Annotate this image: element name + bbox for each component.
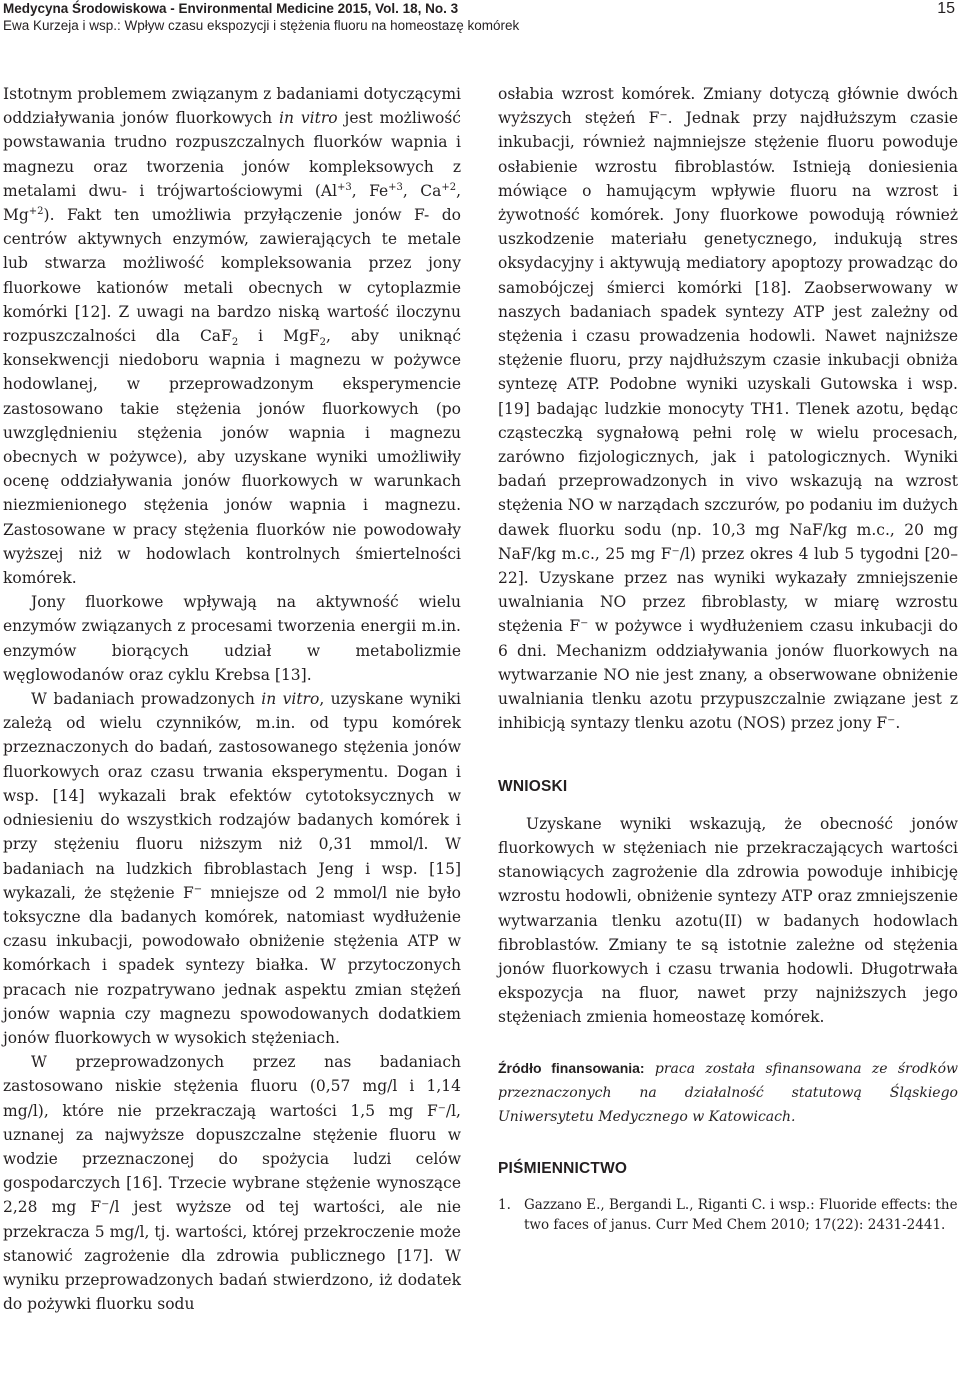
reference-item (498, 1195, 958, 1235)
reference-text: Gazzano E., Bergandi L., Riganti C. i wsp.: Fluoride effects: the two faces of janus. Curr Med Chem 2010; 17(22): 2431-2441. (524, 1196, 958, 1233)
paragraph-in-vitro-studies: W badaniach prowadzonych in vitro, uzyskane wyniki zależą od wielu czynników, m.in. od typu komórek przeznaczonych do badań, zastosowanego stężenia jonów fluorkowych oraz czasu trwania eksperymentu. Dogan i wsp. [14] wykazali brak efektów cytotoksycznych w odniesieniu do wszystkich rodzajów badanych komórek i przy stężeniu fluoru niższym niż 0,31 mmol/l. W badaniach na ludzkich fibroblastach Jeng i wsp. [15] wykazali, że stężenie F− mniejsze od 2 mmol/l nie było toksyczne dla badanych komórek, natomiast wydłużenie czasu inkubacji, powodowało obniżenie stężenia ATP w komórkach i spadek syntezy białka. W przytoczonych pracach nie rozpatrywano jednak aspektu zmian stężeń jonów wapnia czy magnezu spowodowanych dodatkiem jonów fluorkowych w wysokich stężeniach. (3, 690, 461, 1047)
article-running-title: Ewa Kurzeja i wsp.: Wpływ czasu ekspozycji i stężenia fluoru na homeostazę komórek (3, 18, 520, 33)
reference-number: 1. (498, 1196, 511, 1213)
paragraph-enzymes: Jony fluorkowe wpływają na aktywność wielu enzymów związanych z procesami tworzenia energii m.in. enzymów biorących udział w metabolizmie węglowodanów oraz cyklu Krebsa [13]. (3, 593, 461, 684)
paragraph-discussion-continued: osłabia wzrost komórek. Zmiany dotyczą głównie dwóch wyższych stężeń F⁻. Jednak przy najdłuższym czasie inkubacji, również najmniejsze stężenie fluoru powoduje osłabienie wzrostu fibroblastów. Istnieją doniesienia mówiące o hamującym wpływie fluoru na wzrost i żywotność komórek. Jony fluorkowe powodują również uszkodzenie materiału genetycznego, indukują stres oksydacyjny i aktywują mediatory apoptozy prowadząc do samobójczej śmierci komórki [18]. Zaobserwowany w naszych badaniach spadek syntezy ATP jest zależny od stężenia i czasu prowadzenia hodowli. Nawet najniższe stężenie fluoru, przy najdłuższym czasie inkubacji obniża syntezę ATP. Podobne wyniki uzyskali Gutowska i wsp. [19] badając ludzkie monocyty TH1. Tlenek azotu, będąc cząsteczką sygnałową pełni rolę w wielu procesach, zarówno fizjologicznych, jak i patologicznych. Wyniki badań przeprowadzonych in vivo wskazują na wzrost stężenia NO w narządach szczurów, po podaniu im dużych dawek fluorku sodu (np. 10,3 mg NaF/kg m.c., 20 mg NaF/kg m.c., 25 mg F⁻/l) przez okres 4 lub 5 tygodni [20–22]. Uzyskane przez nas wyniki wykazały zmniejszenie uwalniania NO przez fibroblasty, w miarę wzrostu stężenia F⁻ w pożywce i wydłużeniem czasu inkubacji do 6 dni. Mechanizm oddziaływania jonów fluorkowych na wytwarzanie NO nie jest znany, a obserwowane obniżenie uwalniania tlenku azotu przypuszczalnie związane jest z inhibicją syntazy tlenku azotu (NOS) przez jony F⁻. (498, 85, 958, 733)
running-header (3, 0, 957, 34)
paragraph-fluoride-complexes: Istotnym problemem związanym z badaniami dotyczącymi oddziaływania jonów fluorkowych in vitro jest możliwość powstawania trudno rozpuszczalnych fluorków wapnia i magnezu oraz tworzenia jonów kompleksowych z metalami dwu- i trójwartościowymi ($Al^{+3}$, $Fe^{+3}$, $Ca^{+2}$, $Mg^{+2}$). Fakt ten umożliwia przyłączenie jonów F- do centrów aktywnych enzymów, zawierających te metale lub stwarza możliwość kompleksowania przez jony fluorkowe kationów metali obecnych w cytoplazmie komórki [12]. Z uwagi na bardzo niską wartość iloczynu rozpuszczalności dla CaF$_2$ i MgF$_2$, aby uniknąć konsekwencji niedoboru wapnia i magnezu w pożywce hodowlanej, w przeprowadzonym eksperymencie zastosowano takie stężenia jonów fluorkowych (po uwzględnieniu stężenia jonów wapnia i magnezu obecnych w pożywce), aby uzyskane wyniki umożliwiły ocenę oddziaływania jonów fluorkowych w warunkach niezmienionego stężenia jonów wapnia i magnezu. Zastosowane w pracy stężenia fluorków nie powodowały wyższej niż w hodowlach kontrolnych śmiertelności komórek. (3, 85, 462, 588)
page-number: 15 (937, 0, 955, 17)
left-column (3, 82, 461, 1316)
references-heading: PIŚMIENNICTWO (498, 1159, 628, 1177)
funding-label: Źródło finansowania: (498, 1059, 645, 1076)
funding-note (498, 1056, 958, 1129)
funding-text: praca została sfinansowana ze środków przeznaczonych na działalność statutową Śląskiego Uniwersytetu Medycznego w Katowicach. (498, 1060, 959, 1125)
paragraph-own-study: W przeprowadzonych przez nas badaniach zastosowano niskie stężenia fluoru (0,57 mg/l i 1,14 mg/l), które nie przekraczają wartości 1,5 mg F⁻/l, uznanej za najwyższe dopuszczalne stężenie fluoru w wodzie przeznaczonej do spożycia ludzi celów gospodarczych [16]. Trzecie wybrane stężenie wynoszące 2,28 mg F⁻/l jest wyższe od tej wartości, ale nie przekracza 5 mg/l, tj. wartości, której przekroczenie może stanowić zagrożenie dla zdrowia publicznego [17]. W wyniku przeprowadzonych badań stwierdzono, iż dodatek do pożywki fluorku sodu (3, 1053, 461, 1314)
conclusions-heading: WNIOSKI (498, 778, 568, 796)
journal-title: Medycyna Środowiskowa - Environmental Medicine 2015, Vol. 18, No. 3 (3, 1, 459, 16)
conclusions-text: Uzyskane wyniki wskazują, że obecność jonów fluorkowych w stężeniach nie przekraczających wartości stanowiących zagrożenie dla zdrowia powoduje inhibicję wzrostu hodowli, obniżenie syntezy ATP oraz zmniejszenie wytwarzania tlenku azotu(II) w badanych hodowlach fibroblastów. Zmiany te są istotnie zależne od stężenia jonów fluorkowych i czasu trwania hodowli. Długotrwała ekspozycja na fluor, nawet przy najniższych jego stężeniach zmienia homeostazę komórek. (498, 814, 958, 1027)
right-column (498, 82, 958, 1235)
